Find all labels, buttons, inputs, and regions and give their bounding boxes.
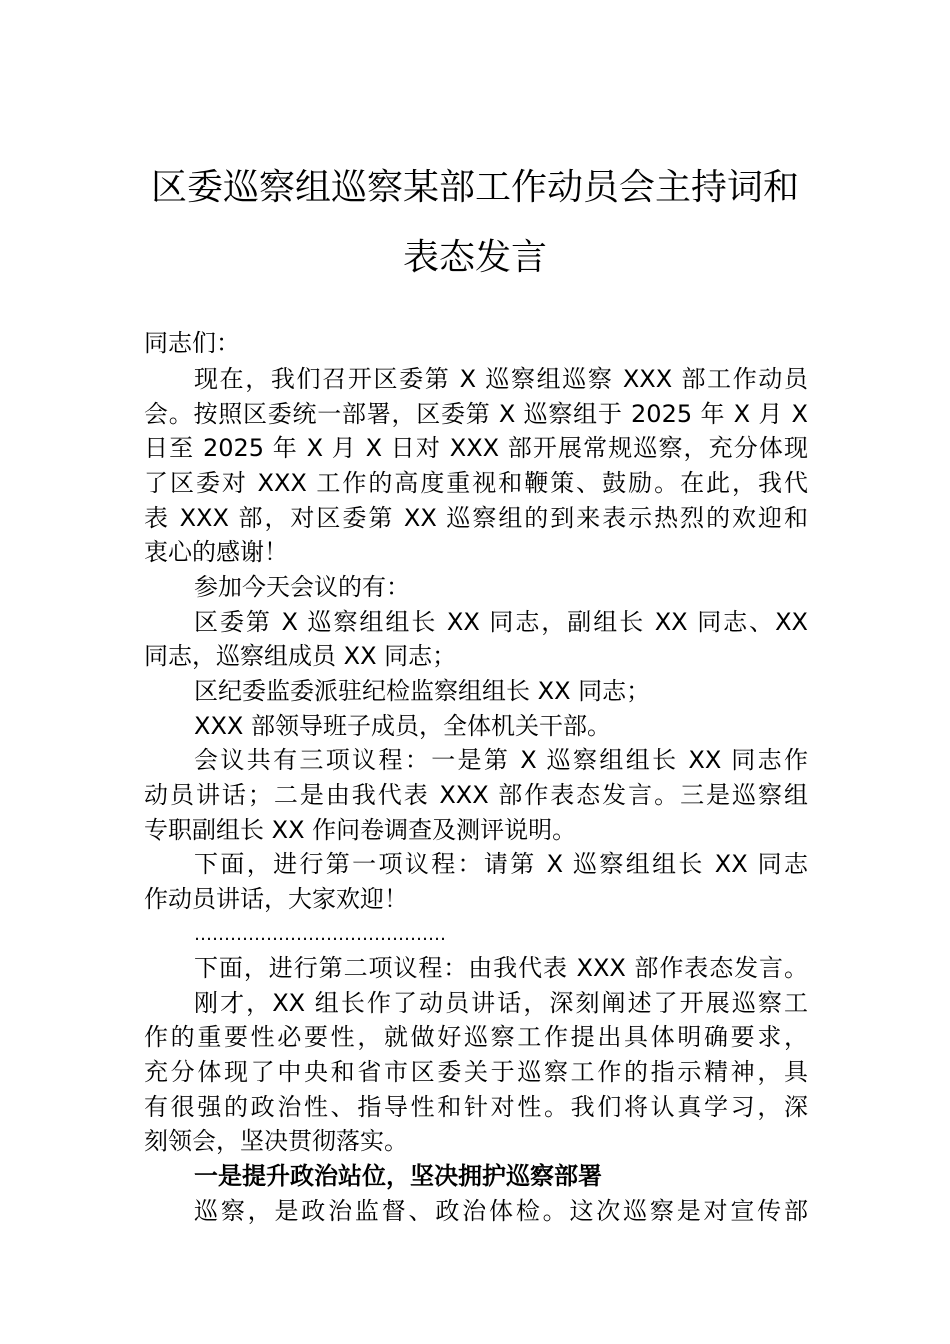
body-line: 下面，进行第一项议程：请第 X 巡察组组长 XX 同志 — [194, 850, 808, 878]
document-title-line-1: 区委巡察组巡察某部工作动员会主持词和 — [150, 167, 799, 208]
body-line: 日至 2025 年 X 月 X 日对 XXX 部开展常规巡察，充分体现 — [144, 434, 808, 462]
salutation: 同志们： — [144, 329, 240, 357]
body-line: 专职副组长 XX 作问卷调查及测评说明。 — [144, 816, 577, 844]
body-line: 作的重要性必要性，就做好巡察工作提出具体明确要求， — [144, 1023, 808, 1051]
body-line: 衷心的感谢！ — [144, 538, 288, 566]
body-line: 刚才，XX 组长作了动员讲话，深刻阐述了开展巡察工 — [194, 989, 808, 1017]
body-line: 刻领会，坚决贯彻落实。 — [144, 1127, 408, 1155]
body-line: 下面，进行第二项议程：由我代表 XXX 部作表态发言。 — [194, 954, 808, 982]
body-line: 有很强的政治性、指导性和针对性。我们将认真学习，深 — [144, 1093, 808, 1121]
body-line: 会议共有三项议程：一是第 X 巡察组组长 XX 同志作 — [194, 746, 808, 774]
body-line: 动员讲话；二是由我代表 XXX 部作表态发言。三是巡察组 — [144, 781, 808, 809]
document-title-line-2: 表态发言 — [402, 237, 547, 278]
body-line: 充分体现了中央和省市区委关于巡察工作的指示精神，具 — [144, 1058, 808, 1086]
ellipsis-divider: …………………………………… — [194, 924, 446, 945]
body-line: 区委第 X 巡察组组长 XX 同志，副组长 XX 同志、XX — [194, 608, 808, 636]
body-line: 参加今天会议的有： — [194, 573, 410, 601]
body-line: XXX 部领导班子成员，全体机关干部。 — [194, 712, 611, 740]
body-line: 了区委对 XXX 工作的高度重视和鞭策、鼓励。在此，我代 — [144, 469, 808, 497]
section-heading: 一是提升政治站位，坚决拥护巡察部署 — [194, 1162, 602, 1190]
body-line: 作动员讲话，大家欢迎！ — [144, 885, 408, 913]
body-line: 表 XXX 部，对区委第 XX 巡察组的到来表示热烈的欢迎和 — [144, 504, 808, 532]
body-line: 巡察，是政治监督、政治体检。这次巡察是对宣传部 — [194, 1197, 808, 1225]
body-line: 会。按照区委统一部署，区委第 X 巡察组于 2025 年 X 月 X — [144, 400, 808, 428]
body-line: 同志，巡察组成员 XX 同志； — [144, 642, 457, 670]
body-line: 区纪委监委派驻纪检监察组组长 XX 同志； — [194, 677, 651, 705]
body-line: 现在，我们召开区委第 X 巡察组巡察 XXX 部工作动员 — [194, 365, 808, 393]
